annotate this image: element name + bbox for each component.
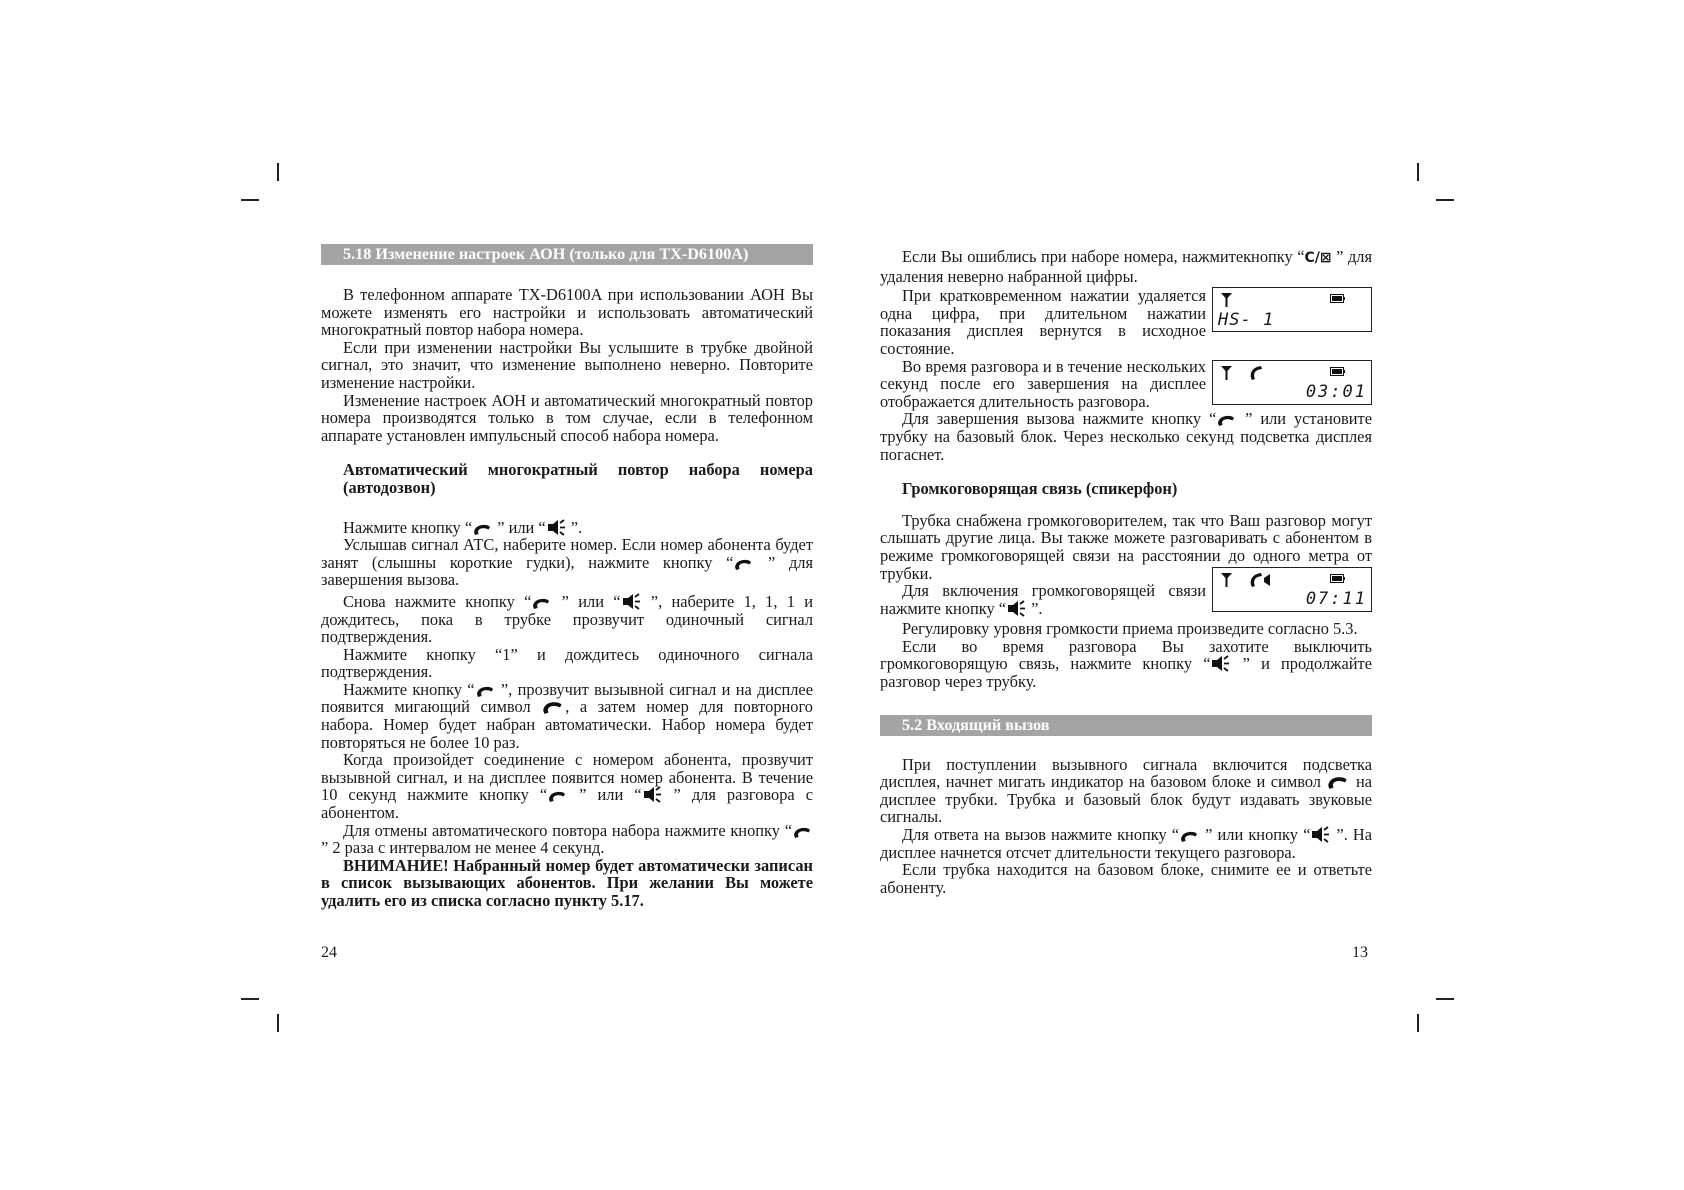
section-title: 5.2 Входящий вызов	[880, 715, 1372, 736]
lcd-call-timer: 07:11	[1305, 589, 1367, 610]
speakerphone-icon	[1248, 572, 1274, 588]
paragraph: Трубка снабжена громкоговорителем, так что Ваш разговор могут слышать другие лица. Вы также можете разговаривать с абонентом в режиме громкоговорящей связи на расстоянии до одного метра от трубки.	[880, 510, 1372, 583]
text-with-display	[880, 287, 1372, 357]
paragraph: Изменение настроек АОН и автоматический многократный повтор номера производятся только в том случае, если в телефонном аппарате установлен импульсный способ набора номера.	[321, 390, 813, 445]
phone-handset-icon	[1248, 365, 1264, 381]
speakerphone-icon	[547, 519, 566, 536]
paragraph: Когда произойдет соединение с номером абонента, прозвучит вызывной сигнал, и на дисплее появится номер абонента. В течение 10 секунд нажмите кнопку “ ” или “ ” для разговора с абонентом.	[321, 750, 813, 823]
phone-handset-icon	[1217, 414, 1236, 427]
battery-icon	[1330, 574, 1345, 583]
speakerphone-icon	[1311, 826, 1330, 843]
paragraph: Если при изменении настройки Вы услышите в трубке двойной сигнал, это значит, что изменение выполнено неверно. Повторите изменение настройки.	[321, 337, 813, 392]
section-title: 5.18 Изменение настроек АОН (только для TX-D6100A)	[321, 244, 813, 265]
crop-mark	[1436, 199, 1454, 201]
page-number: 24	[321, 944, 337, 961]
phone-handset-icon	[542, 700, 564, 715]
lcd-display	[1212, 287, 1372, 332]
paragraph: В телефонном аппарате TX-D6100A при использовании АОН Вы можете изменять его настройки и использовать автоматический многократный повтор набора номера.	[321, 285, 813, 340]
speakerphone-icon	[1007, 600, 1026, 617]
right-page	[880, 248, 1372, 896]
speakerphone-icon	[643, 786, 662, 803]
left-page	[321, 244, 813, 910]
crop-mark	[1417, 1014, 1419, 1032]
phone-handset-icon	[734, 558, 753, 571]
paragraph: Услышав сигнал АТС, наберите номер. Если номер абонента будет занят (слышны короткие гудки), нажмите кнопку “ ” для завершения вызова.	[321, 535, 814, 590]
text-with-display	[880, 582, 1372, 617]
crop-mark	[277, 163, 279, 181]
crop-mark	[241, 199, 259, 201]
antenna-icon	[1221, 573, 1232, 587]
paragraph: Если во время разговора Вы захотите выключить громкоговорящую связь, нажмите кнопку “ ” и продолжайте разговор через трубку.	[880, 636, 1372, 692]
battery-icon	[1330, 367, 1345, 376]
battery-icon	[1330, 294, 1345, 303]
phone-handset-icon	[532, 597, 551, 610]
antenna-icon	[1221, 366, 1232, 380]
paragraph: Если трубка находится на базовом блоке, снимите ее и ответьте абоненту.	[880, 860, 1372, 897]
subheading: Автоматический многократный повтор набора номера (автодозвон)	[343, 460, 813, 497]
clear-key-label: C/⊠	[1304, 250, 1332, 266]
paragraph: Нажмите кнопку “ ” или “ ”.	[343, 517, 583, 537]
paragraph: Для ответа на вызов нажмите кнопку “ ” или кнопку “ ”. На дисплее начнется отсчет длительности текущего разговора.	[880, 825, 1372, 862]
speakerphone-icon	[1211, 655, 1230, 672]
speakerphone-icon	[622, 593, 641, 610]
paragraph: При кратковременном нажатии удаляется одна цифра, при длительном нажатии показания дисплея вернутся в исходное состояние.	[880, 286, 1206, 358]
crop-mark	[277, 1014, 279, 1032]
paragraph: Для отмены автоматического повтора набора нажмите кнопку “ ” 2 раза с интервалом не менее 4 секунд.	[321, 822, 813, 857]
phone-handset-icon	[1327, 775, 1349, 790]
paragraph: При поступлении вызывного сигнала включится подсветка дисплея, начнет мигать индикатор на базовом блоке и символ на дисплее трубки. Трубка и базовый блок будут издавать звуковые сигналы.	[880, 754, 1373, 827]
phone-handset-icon	[793, 826, 812, 839]
lcd-handset-label: HS- 1	[1218, 310, 1275, 331]
phone-handset-icon	[1180, 830, 1199, 843]
paragraph: Для включения громкоговорящей связи нажмите кнопку “ ”.	[880, 581, 1206, 618]
lcd-display	[1212, 567, 1372, 612]
page-number: 13	[1352, 944, 1368, 961]
crop-mark	[1436, 998, 1454, 1000]
phone-handset-icon	[548, 790, 567, 803]
paragraph: Нажмите кнопку “ ”, прозвучит вызывной сигнал и на дисплее появится мигающий символ , а затем номер для повторного набора. Номер будет набран автоматически. Набор номера будет повторяться не более 10 раз.	[321, 679, 813, 752]
paragraph: Нажмите кнопку “1” и дождитесь одиночного сигнала подтверждения.	[321, 644, 813, 682]
paragraph: Снова нажмите кнопку “ ” или “ ”, наберите 1, 1, 1 и дождитесь, пока в трубке прозвучит одиночный сигнал подтверждения.	[321, 591, 813, 647]
warning-note: ВНИМАНИЕ! Набранный номер будет автоматически записан в список вызывающих абонентов. При желании Вы можете удалить его из списка согласно пункту 5.17.	[321, 855, 813, 910]
lcd-display	[1212, 360, 1372, 405]
text-with-display	[880, 358, 1372, 411]
lcd-call-timer: 03:01	[1305, 381, 1367, 402]
paragraph: Регулировку уровня громкости приема произведите согласно 5.3.	[902, 619, 1358, 639]
subheading: Громкоговорящая связь (спикерфон)	[902, 479, 1178, 499]
crop-mark	[1417, 163, 1419, 181]
phone-handset-icon	[476, 685, 495, 698]
phone-handset-icon	[473, 523, 492, 536]
paragraph: Во время разговора и в течение нескольких секунд после его завершения на дисплее отображается длительность разговора.	[880, 356, 1206, 411]
paragraph: Для завершения вызова нажмите кнопку “ ” или установите трубку на базовый блок. Через несколько секунд подсветка дисплея погаснет.	[880, 409, 1372, 464]
crop-mark	[241, 998, 259, 1000]
paragraph: Если Вы ошиблись при наборе номера, нажмитекнопку “C/⊠ ” для удаления неверно набранной цифры.	[880, 247, 1372, 286]
antenna-icon	[1221, 293, 1232, 307]
